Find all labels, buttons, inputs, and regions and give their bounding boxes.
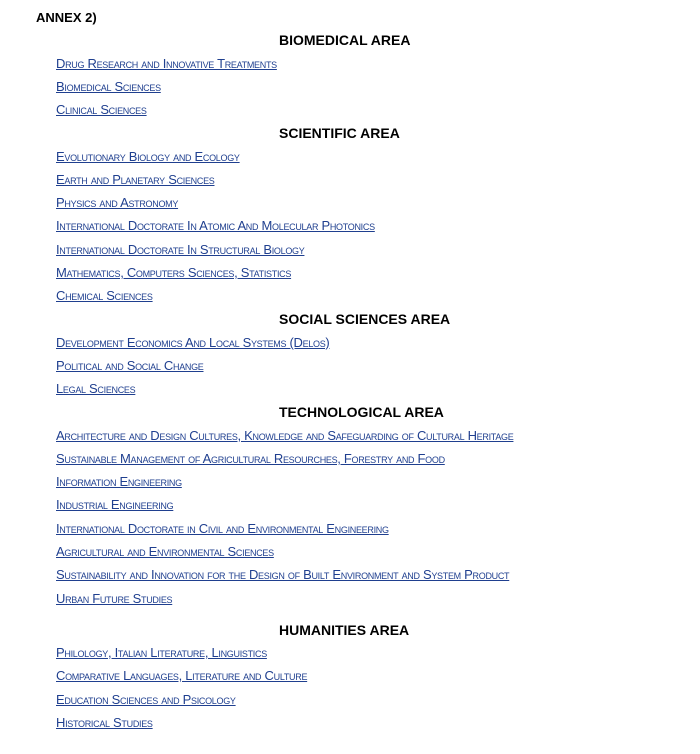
area-heading-humanities: HUMANITIES AREA [279,622,410,638]
program-link[interactable]: Physics and Astronomy [56,195,179,210]
area-heading-scientific: SCIENTIFIC AREA [279,125,400,141]
program-link[interactable]: Architecture and Design Cultures, Knowledge and Safeguarding of Cultural Heritage [56,428,514,443]
program-link[interactable]: Industrial Engineering [56,497,174,512]
program-link[interactable]: Sustainability and Innovation for the Design of Built Environment and System Product [56,567,510,582]
program-link[interactable]: Comparative Languages, Literature and Culture [56,668,308,683]
program-link[interactable]: Historical Studies [56,715,153,730]
program-link[interactable]: Mathematics, Computers Sciences, Statistics [56,265,292,280]
program-link[interactable]: Development Economics And Local Systems (Delos) [56,335,330,350]
program-link[interactable]: Earth and Planetary Sciences [56,172,215,187]
area-heading-biomedical: BIOMEDICAL AREA [279,32,411,48]
program-link[interactable]: Chemical Sciences [56,288,153,303]
program-link[interactable]: Urban Future Studies [56,591,173,606]
program-link[interactable]: Clinical Sciences [56,102,147,117]
area-heading-social-sciences: SOCIAL SCIENCES AREA [279,311,451,327]
program-link[interactable]: Philology, Italian Literature, Linguistics [56,645,267,660]
annex-label: ANNEX 2) [36,10,97,25]
program-link[interactable]: Sustainable Management of Agricultural Resourches, Forestry and Food [56,451,445,466]
program-link[interactable]: Agricultural and Environmental Sciences [56,544,274,559]
program-link[interactable]: International Doctorate in Civil and Environmental Engineering [56,521,389,536]
program-link[interactable]: International Doctorate In Atomic And Molecular Photonics [56,218,375,233]
program-link[interactable]: Biomedical Sciences [56,79,161,94]
area-heading-technological: TECHNOLOGICAL AREA [279,404,444,420]
program-link[interactable]: Information Engineering [56,474,182,489]
program-link[interactable]: Legal Sciences [56,381,136,396]
program-link[interactable]: Education Sciences and Psicology [56,692,236,707]
program-link[interactable]: Evolutionary Biology and Ecology [56,149,240,164]
program-link[interactable]: Political and Social Change [56,358,204,373]
program-link[interactable]: Drug Research and Innovative Treatments [56,56,277,71]
program-link[interactable]: International Doctorate In Structural Biology [56,242,305,257]
